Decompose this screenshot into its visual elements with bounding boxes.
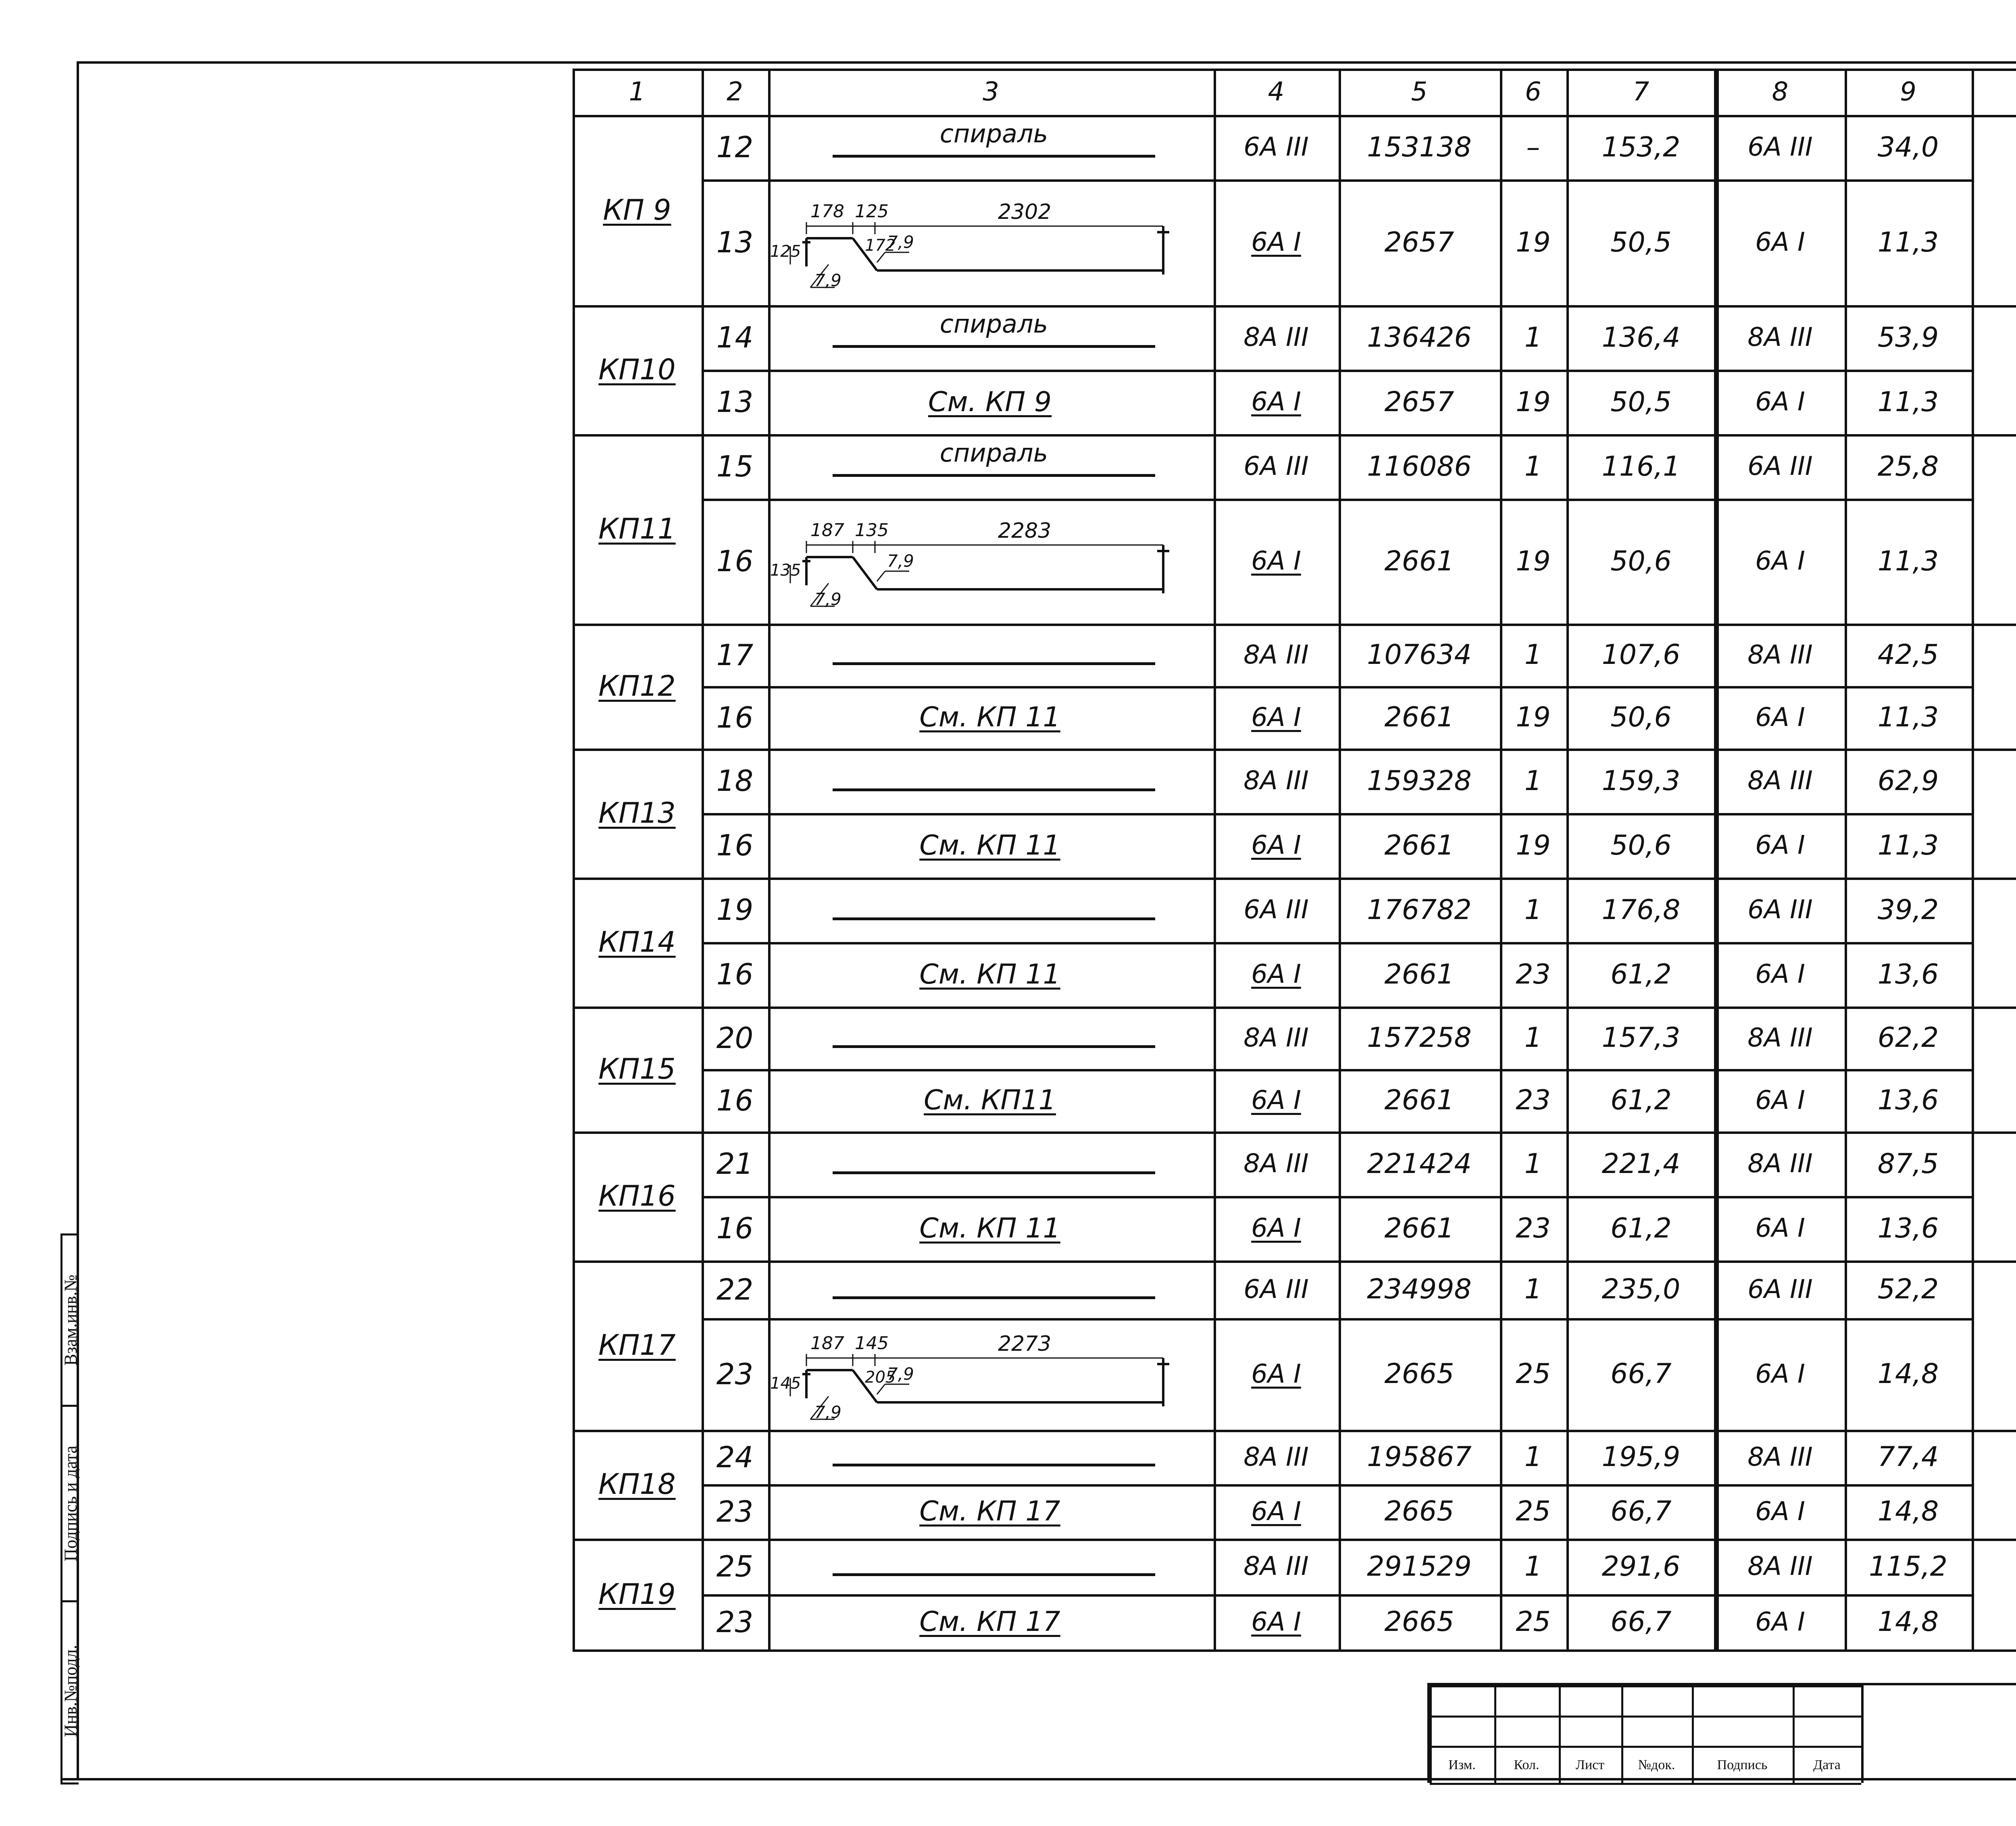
length-value: 2665: [1384, 1606, 1454, 1638]
position-number: 24: [716, 1440, 754, 1474]
position-number: 25: [716, 1549, 754, 1583]
side-stamp-label-2: Подпись и дата: [60, 1445, 81, 1562]
bar-reference: См. КП 9: [928, 386, 1052, 418]
title-block-column-2: Кол.: [1514, 1757, 1539, 1772]
length-value: 2657: [1384, 226, 1454, 258]
total-length: 66,7: [1610, 1495, 1672, 1527]
title-block-grid: [1430, 1685, 1861, 1783]
side-stamp-cell-3: [62, 1602, 79, 1780]
steel-class: 8A III: [1243, 766, 1309, 796]
steel-class-summary: 6A I: [1755, 227, 1805, 257]
mass-value: 25,8: [1877, 450, 1939, 482]
dim-b: 145: [855, 1333, 889, 1354]
dim-b: 135: [855, 520, 889, 541]
total-length: 291,6: [1602, 1550, 1681, 1583]
count-value: 23: [1516, 1212, 1551, 1244]
count-value: 19: [1516, 829, 1551, 861]
dim-k: 7,9: [887, 1364, 914, 1384]
frame-top: [77, 61, 2016, 64]
position-number: 16: [716, 1083, 754, 1117]
mass-value: 42,5: [1877, 639, 1939, 671]
count-value: 19: [1516, 226, 1551, 258]
group-divider: [573, 1649, 2016, 1652]
total-length: 50,6: [1610, 829, 1672, 861]
group-mark: КП17: [598, 1329, 676, 1362]
bar-description: спираль: [939, 309, 1048, 339]
mass-value: 14,8: [1877, 1495, 1939, 1527]
position-number: 13: [716, 225, 754, 259]
dim-length: 2302: [998, 200, 1052, 224]
title-block-column-4: №док.: [1638, 1757, 1675, 1772]
dim-length: 2273: [998, 1331, 1052, 1356]
group-total-mass: [1980, 1539, 2016, 1649]
steel-class-summary: 6A I: [1755, 1607, 1805, 1637]
position-number: 23: [716, 1357, 754, 1391]
title-block-column-3: Лист: [1575, 1757, 1605, 1772]
group-mark: КП14: [598, 925, 676, 959]
mass-value: 14,8: [1877, 1358, 1939, 1390]
position-number: 13: [716, 385, 754, 419]
bar-line: [833, 788, 1155, 791]
total-length: 61,2: [1610, 958, 1672, 990]
steel-class: 6A I: [1251, 546, 1301, 576]
bar-reference: См. КП11: [924, 1084, 1056, 1116]
length-value: 234998: [1367, 1273, 1472, 1305]
steel-class: 6A III: [1243, 132, 1309, 162]
mass-value: 34,0: [1877, 131, 1939, 163]
steel-class: 6A I: [1251, 387, 1301, 417]
group-total-mass: [1980, 115, 2016, 305]
dim-height: 135: [770, 561, 801, 580]
group-total-mass: [1980, 1260, 2016, 1430]
position-number: 16: [716, 700, 754, 734]
steel-class-summary: 8A III: [1747, 1149, 1813, 1179]
steel-class-summary: 8A III: [1747, 1442, 1813, 1472]
title-block-column-6: Дата: [1813, 1757, 1841, 1772]
steel-class: 8A III: [1243, 1442, 1309, 1472]
bar-description: спираль: [939, 438, 1048, 468]
position-number: 22: [716, 1272, 754, 1306]
mass-value: 77,4: [1877, 1441, 1939, 1473]
total-length: 50,6: [1610, 545, 1672, 577]
length-value: 2661: [1384, 701, 1454, 733]
dim-height: 125: [770, 242, 801, 261]
count-value: 25: [1516, 1358, 1551, 1390]
position-number: 21: [716, 1147, 754, 1181]
total-length: 235,0: [1602, 1273, 1681, 1305]
title-block-column-1: Изм.: [1448, 1757, 1476, 1772]
length-value: 2661: [1384, 829, 1454, 861]
bar-line: [833, 917, 1155, 920]
bent-bar-sketch: [770, 1326, 1175, 1423]
column-header-3: 3: [983, 77, 999, 107]
count-value: 1: [1524, 1148, 1542, 1180]
mass-value: 14,8: [1877, 1606, 1939, 1638]
bar-reference: См. КП 11: [919, 958, 1060, 990]
count-value: 23: [1516, 958, 1551, 990]
bar-reference: См. КП 11: [919, 829, 1060, 861]
column-header-8: 8: [1772, 77, 1789, 107]
position-number: 15: [716, 449, 754, 483]
steel-class-summary: 8A III: [1747, 322, 1813, 352]
column-header-7: 7: [1633, 77, 1649, 107]
bar-line: [833, 1573, 1155, 1576]
position-number: 19: [716, 893, 754, 927]
position-number: 12: [716, 130, 754, 164]
mass-value: 11,3: [1877, 545, 1939, 577]
steel-class-summary: 6A I: [1755, 1213, 1805, 1243]
group-total-mass: [1980, 1007, 2016, 1131]
column-header-2: 2: [727, 77, 743, 107]
steel-class: 6A I: [1251, 830, 1301, 860]
length-value: 2661: [1384, 1084, 1454, 1116]
side-stamp-label-1: Взам.инв.№: [60, 1275, 81, 1366]
dim-k: 7,9: [887, 232, 914, 252]
total-length: 50,6: [1610, 701, 1672, 733]
length-value: 2657: [1384, 386, 1454, 418]
column-header-9: 9: [1900, 77, 1916, 107]
group-mark: КП19: [598, 1577, 676, 1611]
steel-class: 8A III: [1243, 640, 1309, 670]
steel-class: 8A III: [1243, 1551, 1309, 1581]
count-value: 25: [1516, 1606, 1551, 1638]
steel-class: 6A I: [1251, 1359, 1301, 1389]
position-number: 20: [716, 1021, 754, 1055]
title-block-column-5: Подпись: [1717, 1757, 1768, 1772]
group-total-mass: [1980, 624, 2016, 749]
document-code: [1865, 1685, 2016, 1783]
total-length: 107,6: [1602, 639, 1681, 671]
total-length: 50,5: [1610, 226, 1672, 258]
dim-k2: 7,9: [814, 1402, 841, 1422]
side-stamp: [60, 1233, 79, 1784]
count-value: 25: [1516, 1495, 1551, 1527]
mass-value: 13,6: [1877, 1212, 1939, 1244]
length-value: 153138: [1367, 131, 1472, 163]
dim-a: 178: [810, 201, 844, 222]
steel-class-summary: 6A I: [1755, 702, 1805, 732]
bar-line: [833, 1296, 1155, 1299]
total-length: 66,7: [1610, 1606, 1672, 1638]
position-number: 23: [716, 1605, 754, 1639]
length-value: 2661: [1384, 958, 1454, 990]
group-mark: КП 9: [603, 193, 671, 227]
bar-line: [833, 1171, 1155, 1174]
bent-bar-sketch: [770, 194, 1175, 291]
column-header-5: 5: [1411, 77, 1428, 107]
total-length: 159,3: [1602, 765, 1681, 797]
column-header-4: 4: [1268, 77, 1285, 107]
steel-class: 6A I: [1251, 1213, 1301, 1243]
bar-reference: См. КП 11: [919, 1212, 1060, 1244]
steel-class-summary: 6A III: [1747, 132, 1813, 162]
group-total-mass: [1980, 1131, 2016, 1260]
title-block: [1427, 1683, 2016, 1783]
mass-value: 62,9: [1877, 765, 1939, 797]
length-value: 2665: [1384, 1358, 1454, 1390]
bar-description: спираль: [939, 119, 1048, 148]
steel-class-summary: 8A III: [1747, 1023, 1813, 1053]
mass-value: 13,6: [1877, 958, 1939, 990]
steel-class: 8A III: [1243, 1149, 1309, 1179]
steel-class-summary: 6A III: [1747, 451, 1813, 481]
dim-a: 187: [810, 520, 844, 541]
bar-reference: См. КП 17: [919, 1606, 1060, 1638]
dim-k2: 7,9: [814, 270, 841, 290]
steel-class: 6A I: [1251, 1085, 1301, 1115]
count-value: 1: [1524, 1273, 1542, 1305]
mass-value: 115,2: [1869, 1550, 1947, 1583]
count-value: 1: [1524, 321, 1542, 354]
group-mark: КП16: [598, 1179, 676, 1212]
bar-line: [833, 155, 1155, 158]
count-value: 1: [1524, 1441, 1542, 1473]
group-mark: КП13: [598, 797, 676, 830]
count-value: 1: [1524, 894, 1542, 926]
steel-class-summary: 6A I: [1755, 1359, 1805, 1389]
bar-line: [833, 1464, 1155, 1466]
count-value: 19: [1516, 701, 1551, 733]
group-total-mass: [1980, 878, 2016, 1007]
side-stamp-cell-1: [62, 1235, 79, 1407]
length-value: 195867: [1367, 1441, 1472, 1473]
steel-class-summary: 6A I: [1755, 1085, 1805, 1115]
total-length: 153,2: [1602, 131, 1681, 163]
count-value: –: [1526, 131, 1540, 163]
mass-value: 62,2: [1877, 1022, 1939, 1054]
group-total-mass: [1980, 1430, 2016, 1539]
count-value: 23: [1516, 1084, 1551, 1116]
bar-line: [833, 345, 1155, 348]
position-number: 14: [716, 320, 754, 354]
length-value: 136426: [1367, 321, 1472, 354]
length-value: 159328: [1367, 765, 1472, 797]
count-value: 1: [1524, 639, 1542, 671]
steel-class-summary: 6A I: [1755, 959, 1805, 989]
total-length: 66,7: [1610, 1358, 1672, 1390]
steel-class: 6A III: [1243, 451, 1309, 481]
count-value: 1: [1524, 450, 1542, 482]
dim-b: 125: [855, 201, 889, 222]
bar-line: [833, 662, 1155, 665]
steel-class-summary: 6A I: [1755, 1496, 1805, 1527]
mass-value: 53,9: [1877, 321, 1939, 354]
mass-value: 11,3: [1877, 701, 1939, 733]
mass-value: 52,2: [1877, 1273, 1939, 1305]
total-length: 136,4: [1602, 321, 1681, 354]
total-length: 61,2: [1610, 1212, 1672, 1244]
total-length: 61,2: [1610, 1084, 1672, 1116]
count-value: 19: [1516, 386, 1551, 418]
position-number: 16: [716, 957, 754, 991]
column-header-1: 1: [629, 77, 646, 107]
steel-class-summary: 6A III: [1747, 1274, 1813, 1304]
position-number: 18: [716, 764, 754, 798]
dim-height: 145: [770, 1374, 801, 1393]
total-length: 50,5: [1610, 386, 1672, 418]
length-value: 2661: [1384, 545, 1454, 577]
bar-line: [833, 1045, 1155, 1048]
steel-class-summary: 6A I: [1755, 546, 1805, 576]
mass-value: 39,2: [1877, 894, 1939, 926]
total-length: 221,4: [1602, 1148, 1681, 1180]
steel-class: 6A I: [1251, 702, 1301, 732]
bar-reference: См. КП 17: [919, 1495, 1060, 1527]
group-total-mass: [1980, 305, 2016, 434]
count-value: 19: [1516, 545, 1551, 577]
length-value: 157258: [1367, 1022, 1472, 1054]
title-grid-row-line: [1430, 1783, 1861, 1785]
steel-class: 6A I: [1251, 1607, 1301, 1637]
count-value: 1: [1524, 1022, 1542, 1054]
group-mark: КП12: [598, 670, 676, 703]
steel-class: 6A I: [1251, 227, 1301, 257]
dim-bend: 205: [865, 1368, 896, 1387]
length-value: 107634: [1367, 639, 1472, 671]
steel-class: 6A I: [1251, 959, 1301, 989]
group-mark: КП10: [598, 353, 676, 386]
column-header-6: 6: [1525, 77, 1541, 107]
steel-class: 6A I: [1251, 1496, 1301, 1527]
dim-k2: 7,9: [814, 589, 841, 609]
length-value: 2661: [1384, 1212, 1454, 1244]
bar-line: [833, 474, 1155, 477]
bent-bar-sketch: [770, 513, 1175, 609]
side-stamp-cell-2: [62, 1407, 79, 1602]
position-number: 16: [716, 544, 754, 578]
steel-class-summary: 6A I: [1755, 387, 1805, 417]
position-number: 23: [716, 1494, 754, 1529]
mass-value: 11,3: [1877, 226, 1939, 258]
total-length: 116,1: [1602, 450, 1681, 482]
group-total-mass: [1980, 434, 2016, 624]
steel-class-summary: 6A I: [1755, 830, 1805, 860]
steel-class-summary: 6A III: [1747, 895, 1813, 925]
mass-value: 11,3: [1877, 386, 1939, 418]
total-length: 195,9: [1602, 1441, 1681, 1473]
steel-class: 6A III: [1243, 1274, 1309, 1304]
length-value: 176782: [1367, 894, 1472, 926]
column-header-10: [1972, 69, 2016, 115]
length-value: 2665: [1384, 1495, 1454, 1527]
group-mark: КП11: [598, 512, 676, 545]
group-mark: КП15: [598, 1052, 676, 1086]
steel-class: 8A III: [1243, 322, 1309, 352]
count-value: 1: [1524, 765, 1542, 797]
title-block-divider: [1861, 1685, 1864, 1783]
steel-class: 8A III: [1243, 1023, 1309, 1053]
dim-bend: 172: [865, 236, 896, 255]
group-mark: КП18: [598, 1468, 676, 1501]
steel-class-summary: 8A III: [1747, 766, 1813, 796]
bar-reference: См. КП 11: [919, 701, 1060, 733]
group-total-mass: [1980, 749, 2016, 878]
position-number: 16: [716, 828, 754, 862]
length-value: 116086: [1367, 450, 1472, 482]
mass-value: 13,6: [1877, 1084, 1939, 1116]
dim-a: 187: [810, 1333, 844, 1354]
position-number: 16: [716, 1211, 754, 1245]
steel-class-summary: 8A III: [1747, 640, 1813, 670]
steel-class-summary: 8A III: [1747, 1551, 1813, 1581]
steel-class: 6A III: [1243, 895, 1309, 925]
length-value: 221424: [1367, 1148, 1472, 1180]
mass-value: 11,3: [1877, 829, 1939, 861]
total-length: 157,3: [1602, 1022, 1681, 1054]
dim-length: 2283: [998, 519, 1052, 543]
side-stamp-label-3: Инв.№подл.: [60, 1645, 81, 1737]
position-number: 17: [716, 638, 754, 672]
length-value: 291529: [1367, 1550, 1472, 1583]
mass-value: 87,5: [1877, 1148, 1939, 1180]
total-length: 176,8: [1602, 894, 1681, 926]
count-value: 1: [1524, 1550, 1542, 1583]
dim-k: 7,9: [887, 551, 914, 571]
